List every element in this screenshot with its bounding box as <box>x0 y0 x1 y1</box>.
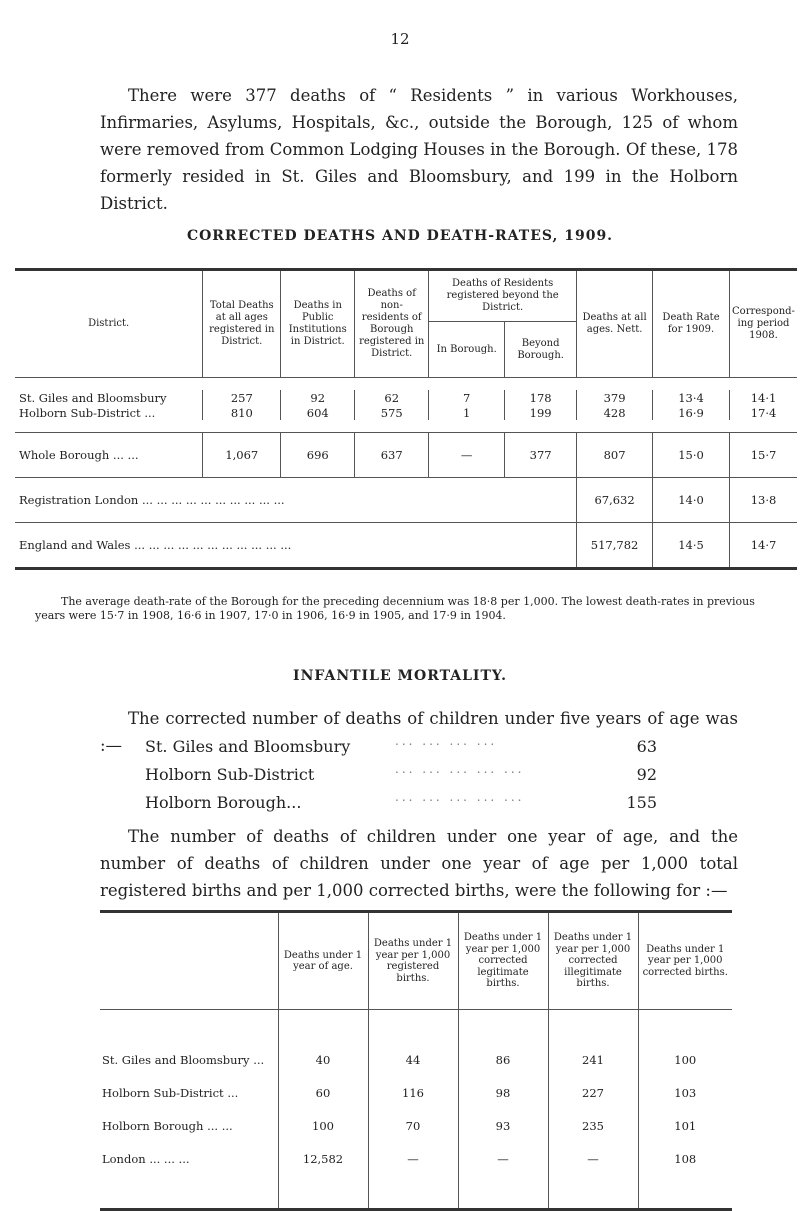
cell-non-residents: 575 <box>355 405 429 420</box>
row-district: St. Giles and Bloomsbury ... <box>102 1052 265 1067</box>
cell-per-corrected: 101 <box>638 1109 732 1142</box>
table-row-england-wales <box>15 523 797 569</box>
row-district: Registration London ... ... ... ... ... ... ... ... ... ... <box>15 478 577 523</box>
cell-in-borough: 1 <box>429 405 505 420</box>
header-rate-1908: Correspond-ing period 1908. <box>729 270 797 378</box>
list-item-name: St. Giles and Bloomsbury <box>145 737 351 756</box>
decennium-note: The average death-rate of the Borough for the preceding decennium was 18·8 per 1,000. The lowest death-rates in previous years were 15·7 in 1908, 16·6 in 1907, 17·0 in 1906, 16·9 in 1905, and 17·9 in 1904. <box>35 595 755 622</box>
cell-deaths: 12,582 <box>278 1142 368 1175</box>
cell-per-registered: 70 <box>368 1109 458 1142</box>
row-district: Whole Borough ... ... <box>15 433 203 478</box>
row-district: England and Wales ... ... ... ... ... ... ... ... ... ... ... <box>15 523 577 569</box>
row-district: Holborn Sub-District ... <box>102 1085 239 1100</box>
cell-non-residents: 637 <box>355 433 429 478</box>
intro-paragraph: There were 377 deaths of “ Residents ” in various Workhouses, Infirmaries, Asylums, Hospitals, &c., outside the Borough, 125 of whom were removed from Common Lodging Houses in the Borough. Of these, 178 formerly resided in St. Giles and Bloomsbury, and 199 in the Holborn District. <box>100 86 738 213</box>
under-one-lead: The number of deaths of children under one year of age, and the number of deaths of children under one year of age per 1,000 total registered births and per 1,000 corrected births, were the following for :— <box>100 827 738 900</box>
header-nett: Deaths at all ages. Nett. <box>577 270 653 378</box>
cell-per-corrected: 108 <box>638 1142 732 1175</box>
cell-in-borough: 7 <box>429 390 505 405</box>
cell-per-legitimate: — <box>458 1142 548 1175</box>
cell-deaths: 100 <box>278 1109 368 1142</box>
cell-per-registered: 116 <box>368 1076 458 1109</box>
cell-per-illegitimate: 241 <box>548 1043 638 1076</box>
cell-nett: 67,632 <box>577 478 653 523</box>
list-item <box>145 734 665 765</box>
leader-dots: ... ... ... ... <box>395 734 498 748</box>
cell-public: 604 <box>281 405 355 420</box>
list-item-name: Holborn Sub-District <box>145 765 315 784</box>
table-row <box>100 1043 732 1076</box>
cell-nett: 428 <box>577 405 653 420</box>
cell-rate: 16·9 <box>653 405 730 420</box>
header-per-legitimate: Deaths under 1 year per 1,000 corrected legitimate births. <box>458 912 548 1010</box>
header-per-corrected: Deaths under 1 year per 1,000 corrected births. <box>638 912 732 1010</box>
table-row <box>100 1142 732 1175</box>
cell-beyond-borough: 199 <box>505 405 577 420</box>
list-item <box>145 762 665 793</box>
cell-in-borough: — <box>429 433 505 478</box>
header-non-residents: Deaths of non-residents of Borough registered in District. <box>355 270 429 378</box>
death-rates-table <box>15 268 797 570</box>
row-district: London ... ... ... <box>102 1151 190 1166</box>
header-empty <box>100 912 278 1010</box>
leader-dots: ... ... ... ... ... <box>395 790 525 804</box>
cell-per-legitimate: 93 <box>458 1109 548 1142</box>
cell-per-corrected: 100 <box>638 1043 732 1076</box>
leader-dots: ... ... ... ... ... <box>395 762 525 776</box>
cell-prev-rate: 14·1 <box>729 390 797 405</box>
cell-prev-rate: 17·4 <box>729 405 797 420</box>
cell-total: 257 <box>203 390 281 405</box>
table-row-whole-borough <box>15 433 797 478</box>
page-number: 12 <box>390 30 410 48</box>
cell-beyond-borough: 377 <box>505 433 577 478</box>
infant-mortality-table <box>100 910 732 1211</box>
cell-prev-rate: 14·7 <box>729 523 797 569</box>
cell-per-corrected: 103 <box>638 1076 732 1109</box>
cell-prev-rate: 13·8 <box>729 478 797 523</box>
header-residents-beyond: Deaths of Residents registered beyond the District. <box>429 270 577 322</box>
table-row <box>15 390 797 405</box>
list-item-value: 92 <box>636 765 657 784</box>
row-district: Holborn Borough ... ... <box>102 1118 233 1133</box>
cell-deaths: 60 <box>278 1076 368 1109</box>
list-item-value: 155 <box>626 793 657 812</box>
cell-per-legitimate: 98 <box>458 1076 548 1109</box>
cell-per-registered: 44 <box>368 1043 458 1076</box>
row-district: St. Giles and Bloomsbury <box>19 390 167 405</box>
cell-rate: 14·0 <box>653 478 730 523</box>
table-row <box>100 1109 732 1142</box>
header-in-borough: In Borough. <box>429 322 505 378</box>
under-five-lead: The corrected number of deaths of children under five years of age was :— <box>100 709 738 755</box>
cell-deaths: 40 <box>278 1043 368 1076</box>
cell-per-illegitimate: — <box>548 1142 638 1175</box>
header-rate-1909: Death Rate for 1909. <box>653 270 730 378</box>
cell-nett: 807 <box>577 433 653 478</box>
cell-rate: 15·0 <box>653 433 730 478</box>
table1-title: CORRECTED DEATHS AND DEATH-RATES, 1909. <box>186 228 614 244</box>
cell-nett: 379 <box>577 390 653 405</box>
infantile-heading: INFANTILE MORTALITY. <box>293 668 507 684</box>
cell-per-legitimate: 86 <box>458 1043 548 1076</box>
list-item <box>145 790 665 821</box>
cell-rate: 14·5 <box>653 523 730 569</box>
under-five-list <box>145 734 665 821</box>
cell-non-residents: 62 <box>355 390 429 405</box>
cell-total: 810 <box>203 405 281 420</box>
header-district: District. <box>15 270 203 378</box>
cell-rate: 13·4 <box>653 390 730 405</box>
header-deaths-under-1: Deaths under 1 year of age. <box>278 912 368 1010</box>
header-per-registered: Deaths under 1 year per 1,000 registered births. <box>368 912 458 1010</box>
cell-per-illegitimate: 235 <box>548 1109 638 1142</box>
cell-beyond-borough: 178 <box>505 390 577 405</box>
table-row <box>15 405 797 420</box>
table-row <box>100 1076 732 1109</box>
header-beyond-borough: Beyond Borough. <box>505 322 577 378</box>
header-total-deaths: Total Deaths at all ages registered in District. <box>203 270 281 378</box>
table-row-registration-london <box>15 478 797 523</box>
header-per-illegitimate: Deaths under 1 year per 1,000 corrected illegitimate births. <box>548 912 638 1010</box>
list-item-value: 63 <box>636 737 657 756</box>
cell-nett: 517,782 <box>577 523 653 569</box>
header-public-institutions: Deaths in Public Institutions in District. <box>281 270 355 378</box>
row-district: Holborn Sub-District ... <box>19 405 156 420</box>
cell-per-illegitimate: 227 <box>548 1076 638 1109</box>
cell-public: 92 <box>281 390 355 405</box>
cell-public: 696 <box>281 433 355 478</box>
list-item-name: Holborn Borough... <box>145 793 302 812</box>
cell-total: 1,067 <box>203 433 281 478</box>
cell-per-registered: — <box>368 1142 458 1175</box>
cell-prev-rate: 15·7 <box>729 433 797 478</box>
